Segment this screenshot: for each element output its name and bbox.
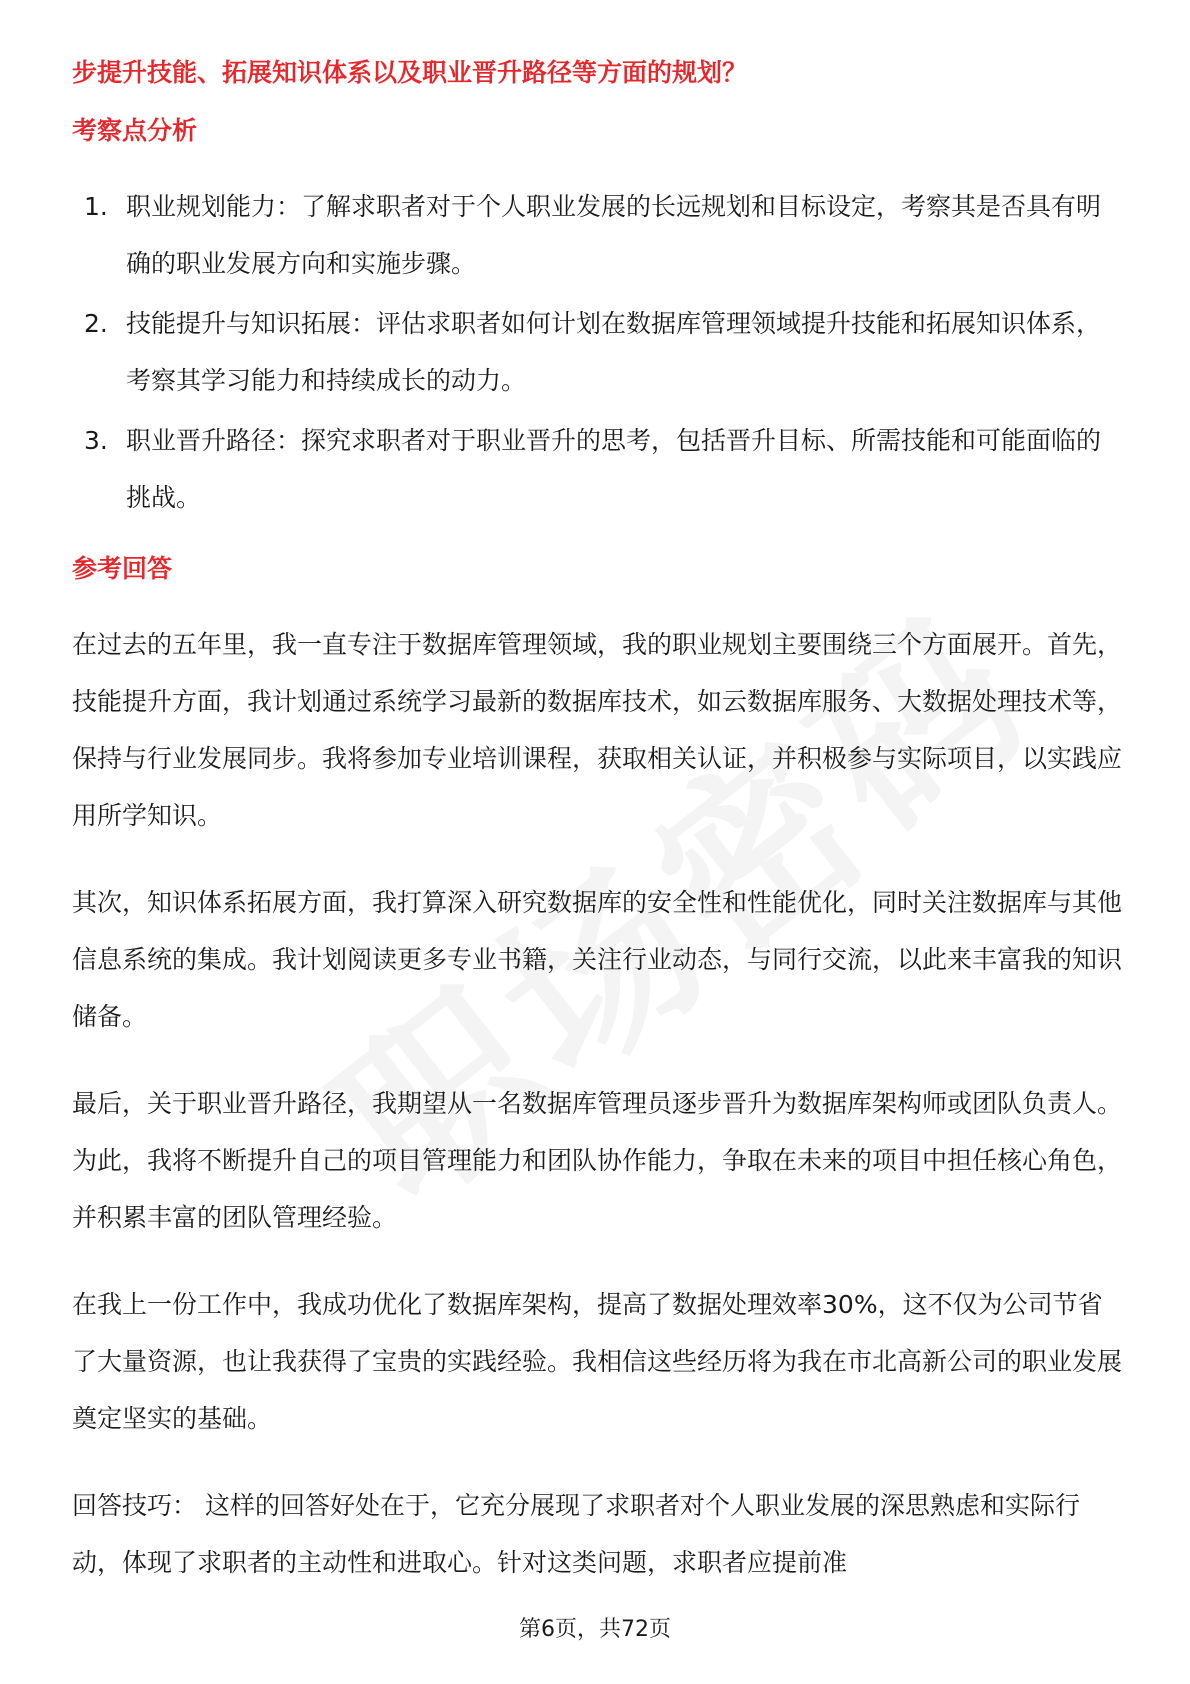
list-item bbox=[84, 295, 1124, 409]
list-item-text: 职业晋升路径：探究求职者对于职业晋升的思考，包括晋升目标、所需技能和可能面临的挑战。 bbox=[126, 426, 1102, 512]
answer-tips-paragraph: 回答技巧： 这样的回答好处在于，它充分展现了求职者对个人职业发展的深思熟虑和实际行动，体现了求职者的主动性和进取心。针对这类问题，求职者应提前准 bbox=[72, 1491, 1080, 1577]
list-item-number: 1. bbox=[84, 192, 108, 221]
answer-heading: 参考回答 bbox=[72, 554, 173, 583]
list-item bbox=[84, 412, 1124, 526]
answer-paragraph: 在过去的五年里，我一直专注于数据库管理领域，我的职业规划主要围绕三个方面展开。首先，技能提升方面，我计划通过系统学习最新的数据库技术，如云数据库服务、大数据处理技术等，保持与行业发展同步。我将参加专业培训课程，获取相关认证，并积极参与实际项目，以实践应用所学知识。 bbox=[72, 630, 1123, 830]
answer-paragraph: 其次，知识体系拓展方面，我打算深入研究数据库的安全性和性能优化，同时关注数据库与其他信息系统的集成。我计划阅读更多专业书籍，关注行业动态，与同行交流，以此来丰富我的知识储备。 bbox=[72, 888, 1123, 1031]
list-item bbox=[84, 178, 1124, 292]
answer-paragraph: 在我上一份工作中，我成功优化了数据库架构，提高了数据处理效率30%，这不仅为公司节省了大量资源，也让我获得了宝贵的实践经验。我相信这些经历将为我在市北高新公司的职业发展奠定坚实的基础。 bbox=[72, 1290, 1123, 1433]
answer-paragraph: 最后，关于职业晋升路径，我期望从一名数据库管理员逐步晋升为数据库架构师或团队负责人。为此，我将不断提升自己的项目管理能力和团队协作能力，争取在未来的项目中担任核心角色，并积累丰富的团队管理经验。 bbox=[72, 1089, 1123, 1232]
list-item-text: 职业规划能力：了解求职者对于个人职业发展的长远规划和目标设定，考察其是否具有明确的职业发展方向和实施步骤。 bbox=[126, 192, 1102, 278]
list-item-number: 3. bbox=[84, 426, 108, 455]
list-item-number: 2. bbox=[84, 309, 108, 338]
page-number-footer: 第6页，共72页 bbox=[519, 1617, 671, 1642]
analysis-heading: 考察点分析 bbox=[72, 116, 198, 145]
list-item-text: 技能提升与知识拓展：评估求职者如何计划在数据库管理领域提升技能和拓展知识体系，考察其学习能力和持续成长的动力。 bbox=[126, 309, 1102, 395]
analysis-list bbox=[84, 178, 1124, 529]
question-continuation: 步提升技能、拓展知识体系以及职业晋升路径等方面的规划？ bbox=[72, 58, 748, 87]
